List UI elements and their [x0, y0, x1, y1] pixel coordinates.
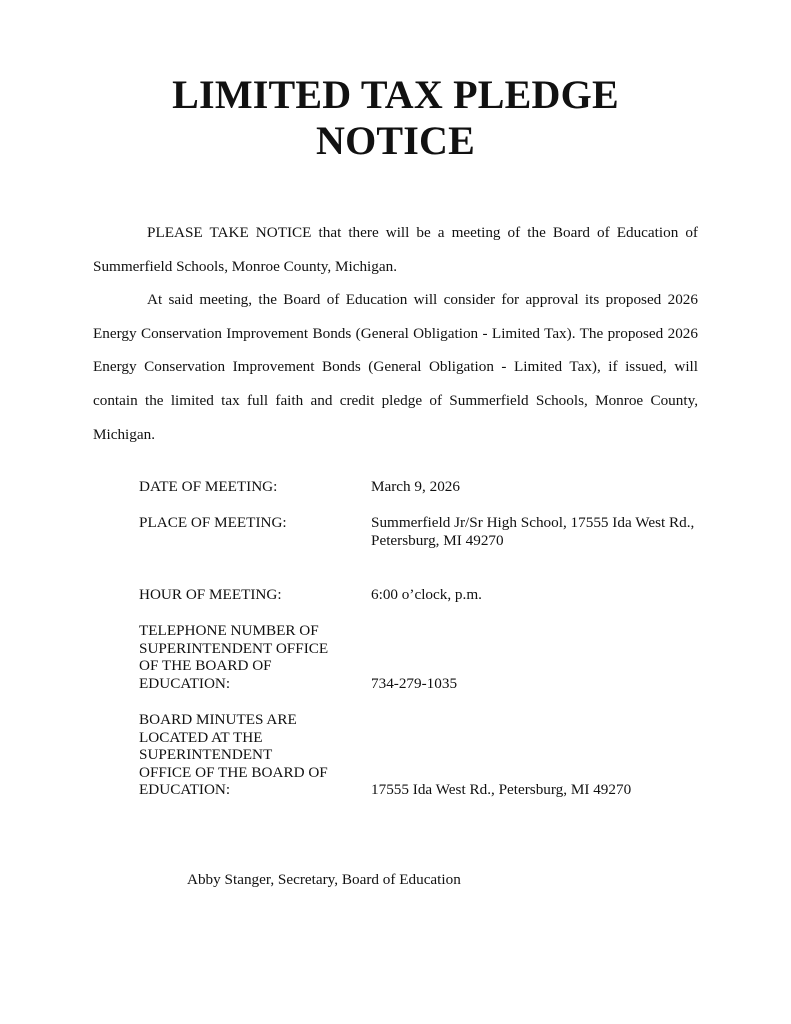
- value-line: March 9, 2026: [371, 478, 460, 495]
- label-line: SUPERINTENDENT OFFICE: [139, 639, 329, 657]
- label-line: SUPERINTENDENT: [139, 746, 273, 763]
- notice-title-line-1: LIMITED TAX PLEDGE: [172, 72, 619, 117]
- label-line: OF THE BOARD OF: [139, 657, 272, 674]
- detail-label: [139, 478, 359, 496]
- detail-label: [139, 622, 359, 692]
- value-line: 734-279-1035: [371, 674, 458, 692]
- notice-paragraph-2-text: At said meeting, the Board of Education will consider for approval its proposed 2026 Energy Conservation Improvement Bonds (General Obligation - Limited Tax). The proposed 2026 Energy Conservation Improvement Bonds (General Obligation - Limited Tax), if issued, will contain the limited tax full faith and credit pledge of Summerfield Schools, Monroe County, Michigan.: [93, 291, 698, 443]
- label-line: TELEPHONE NUMBER OF: [139, 622, 319, 639]
- detail-label: [139, 514, 359, 532]
- label-line: HOUR OF MEETING:: [139, 586, 282, 603]
- value-line: Petersburg, MI 49270: [371, 531, 504, 549]
- detail-label: [139, 711, 359, 799]
- label-line: BOARD MINUTES ARE: [139, 711, 297, 728]
- label-line: PLACE OF MEETING:: [139, 514, 287, 531]
- detail-value: [371, 586, 711, 604]
- detail-value: [371, 675, 711, 693]
- detail-label: [139, 586, 359, 604]
- detail-value: [371, 514, 711, 549]
- notice-paragraph-2: [93, 283, 698, 451]
- detail-value: [371, 781, 711, 799]
- signature-line: Abby Stanger, Secretary, Board of Education: [187, 871, 461, 888]
- value-line: 17555 Ida West Rd., Petersburg, MI 49270: [371, 781, 632, 798]
- label-line: OFFICE OF THE BOARD OF: [139, 763, 328, 781]
- value-line: 6:00 o’clock, p.m.: [371, 586, 482, 603]
- value-line: Summerfield Jr/Sr High School, 17555 Ida West Rd.,: [371, 514, 695, 531]
- notice-paragraph-1: [93, 216, 698, 283]
- notice-title-line-2: NOTICE: [315, 118, 475, 163]
- detail-value: [371, 478, 711, 496]
- label-line: LOCATED AT THE: [139, 728, 263, 746]
- label-line: EDUCATION:: [139, 781, 231, 798]
- notice-paragraph-1-text: PLEASE TAKE NOTICE that there will be a meeting of the Board of Education of Summerfield Schools, Monroe County, Michigan.: [93, 224, 698, 275]
- label-line: DATE OF MEETING:: [139, 478, 278, 495]
- label-line: EDUCATION:: [139, 674, 231, 692]
